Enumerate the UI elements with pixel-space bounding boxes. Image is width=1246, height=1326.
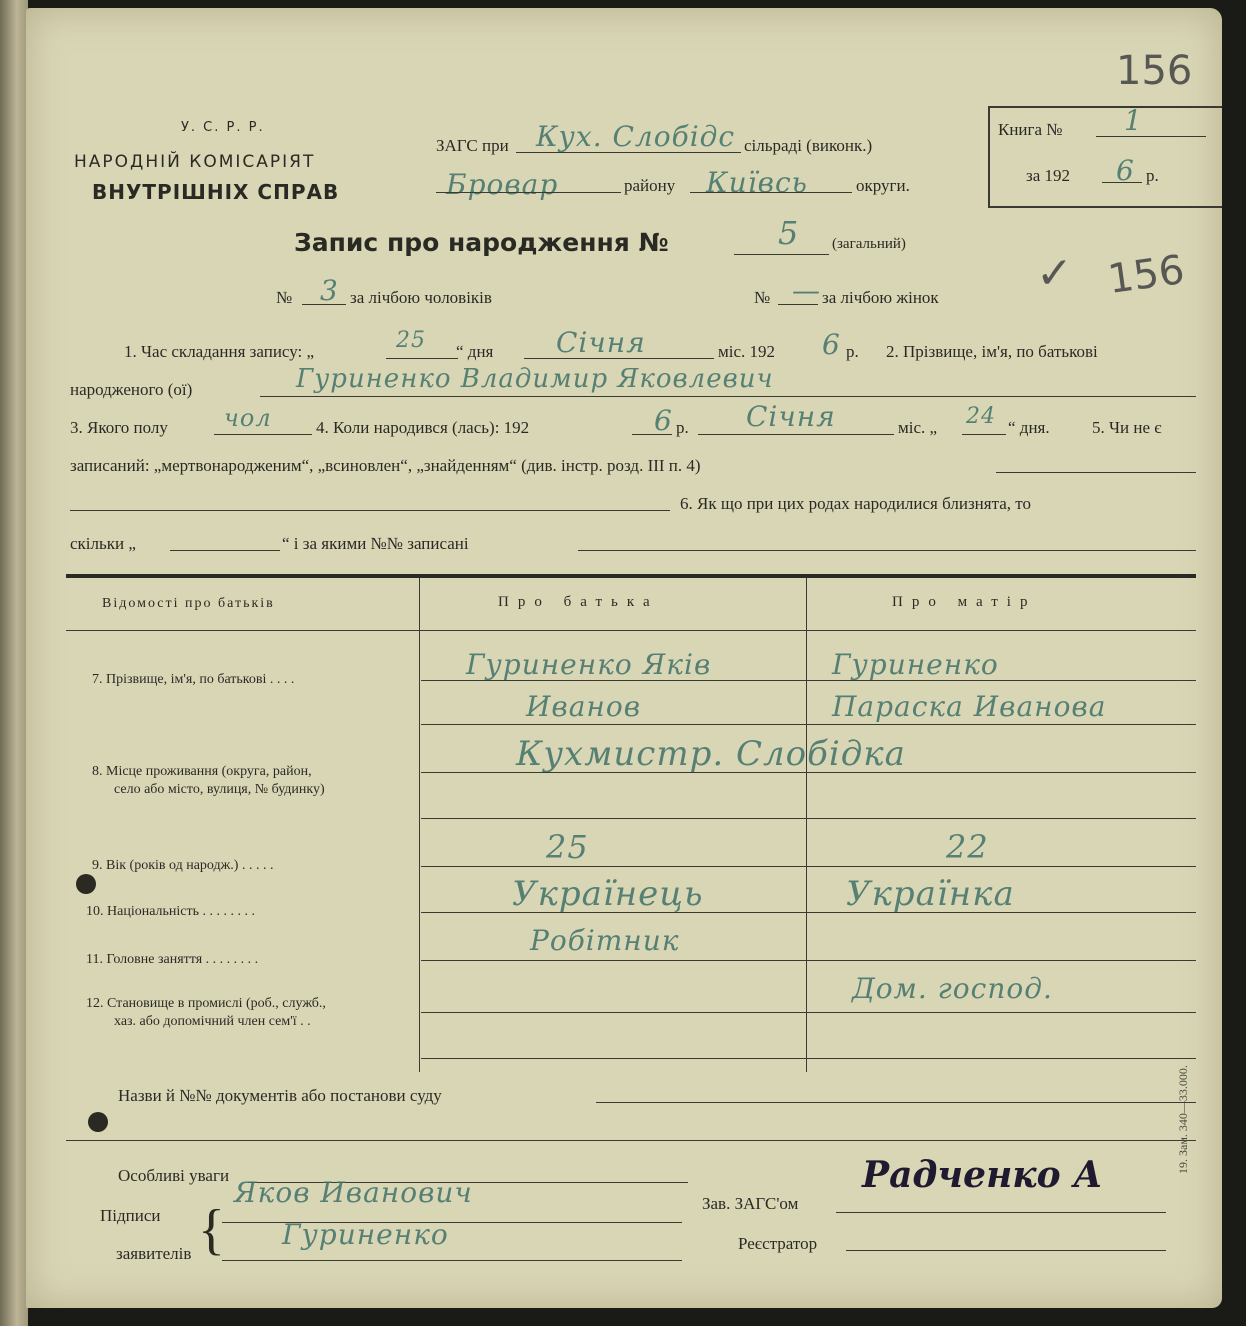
field4-year-label: р. — [676, 418, 689, 437]
field5-label-cont: записаний: „мертвонародженим“, „всиновлен“, „знайденням“ (див. інстр. розд. III п. 4) — [70, 456, 701, 475]
okrug-line — [690, 192, 852, 193]
applicant-signature-2: Гуриненко — [282, 1218, 449, 1251]
col-header-parents: Відомості про батьків — [102, 596, 275, 611]
women-count-handwritten: — — [792, 274, 821, 307]
general-label: (загальний) — [832, 236, 906, 252]
row12-line-2 — [421, 1058, 1196, 1059]
row8-line-1 — [421, 772, 1196, 773]
row9-label: 9. Вік (років од народж.) . . . . . — [92, 858, 274, 873]
field4-day-label: “ дня. — [1008, 418, 1050, 437]
binding-hole-2 — [88, 1112, 108, 1132]
field1-label: 1. Час складання запису: „ — [124, 342, 315, 361]
pencil-check: ✓ — [1036, 248, 1073, 299]
head-signature: Радченко А — [862, 1154, 1103, 1196]
row8-label-cont: село або місто, вулиця, № будинку) — [114, 782, 325, 797]
mother-age-handwritten: 22 — [946, 828, 989, 866]
men-prefix: № — [276, 288, 293, 307]
book-year-line — [1102, 182, 1142, 183]
mother-given-handwritten: Параска Иванова — [832, 690, 1107, 723]
field4-label: 4. Коли народився (лась): 192 — [316, 418, 530, 437]
raion-handwritten: Бровар — [446, 168, 559, 201]
row12-label-cont: хаз. або допомічний член сем'ї . . — [114, 1014, 311, 1029]
mother-status-handwritten: Дом. господ. — [852, 972, 1053, 1005]
sex-handwritten: чол — [224, 404, 272, 432]
book-year-prefix: за 192 — [1026, 166, 1071, 185]
raion-line — [436, 192, 621, 193]
birth-month-handwritten: Січня — [746, 400, 836, 433]
book-line — [1096, 136, 1206, 137]
documents-line — [596, 1102, 1196, 1103]
father-name-handwritten: Гуриненко Яків — [466, 648, 712, 681]
field6-label-cont: скільки „ — [70, 534, 136, 553]
applicant-signature-1: Яков Иванович — [234, 1176, 473, 1209]
head-line — [836, 1212, 1166, 1213]
field1-month-line — [524, 358, 714, 359]
field1-day-label: “ дня — [456, 342, 494, 361]
field2-label-cont: народженого (ої) — [70, 380, 193, 399]
birth-year-handwritten: 6 — [654, 404, 673, 437]
men-label: за лічбою чоловіків — [350, 288, 492, 307]
row12-label: 12. Становище в промислі (роб., служб., — [86, 996, 326, 1011]
field1-month-label: міс. 192 — [718, 342, 776, 361]
field2-line — [260, 396, 1196, 397]
field1-year-handwritten: 6 — [822, 328, 841, 361]
women-line — [778, 304, 818, 305]
ministry-label: ВНУТРІШНІХ СПРАВ — [92, 180, 340, 204]
men-line — [302, 304, 346, 305]
okrug-handwritten: Київсь — [706, 166, 808, 199]
field1-day-handwritten: 25 — [396, 328, 426, 353]
zags-village-handwritten: Кух. Слобідс — [536, 120, 736, 153]
field6-line — [578, 550, 1196, 551]
table-header-rule — [66, 630, 1196, 631]
field5-label: 5. Чи не є — [1092, 418, 1162, 437]
mother-name-handwritten: Гуриненко — [832, 648, 999, 681]
documents-label: Назви й №№ документів або постанови суду — [118, 1086, 442, 1105]
field4-day-line — [962, 434, 1006, 435]
record-number-line — [734, 254, 829, 255]
field4-month-line — [698, 434, 894, 435]
row8-label: 8. Місце проживання (округа, район, — [92, 764, 312, 779]
residence-handwritten: Кухмистр. Слобідка — [516, 734, 906, 774]
printing-code: 19. Зам. 340—33.000. — [1176, 1065, 1190, 1174]
men-count-handwritten: 3 — [320, 274, 339, 307]
row7-label: 7. Прізвище, ім'я, по батькові . . . . — [92, 672, 295, 687]
applicants-label: заявителів — [116, 1244, 192, 1263]
field3-label: 3. Якого полу — [70, 418, 168, 437]
col-header-father: Про батька — [498, 594, 659, 610]
row11-line — [421, 960, 1196, 961]
okrug-label: округи. — [856, 176, 910, 195]
row12-line-1 — [421, 1012, 1196, 1013]
binding-hole-1 — [76, 874, 96, 894]
field6-label: 6. Як що при цих родах народилися близнята, то — [680, 494, 1031, 513]
notes-label: Особливі уваги — [118, 1166, 230, 1185]
row9-line — [421, 866, 1196, 867]
book-year-suffix: р. — [1146, 166, 1159, 185]
field1-day-line — [386, 358, 458, 359]
book-number-handwritten: 1 — [1124, 104, 1143, 137]
signatures-label: Підписи — [100, 1206, 161, 1225]
field2-label: 2. Прізвище, ім'я, по батькові — [886, 342, 1098, 361]
documents-line-2 — [66, 1140, 1196, 1141]
applicants-bracket: { — [198, 1199, 225, 1261]
field1-year-label: р. — [846, 342, 859, 361]
father-patronymic-handwritten: Иванов — [526, 690, 642, 723]
field4-year-line — [632, 434, 672, 435]
table-divider-1 — [419, 578, 420, 1072]
row10-label: 10. Національність . . . . . . . . — [86, 904, 256, 919]
commissariat-label: НАРОДНІЙ КОМІСАРІЯТ — [74, 152, 316, 172]
father-occupation-handwritten: Робітник — [530, 924, 680, 957]
row8-line-2 — [421, 818, 1196, 819]
book-binding — [0, 0, 28, 1326]
field3-line — [214, 434, 312, 435]
mother-nationality-handwritten: Українка — [846, 874, 1015, 914]
raion-label: району — [624, 176, 676, 195]
row10-line — [421, 912, 1196, 913]
applicant-line-1 — [222, 1222, 682, 1223]
pencil-page-number: 156 — [1105, 246, 1188, 304]
field4-month-label: міс. „ — [898, 418, 938, 437]
applicant-line-2 — [222, 1260, 682, 1261]
row11-label: 11. Головне заняття . . . . . . . . — [86, 952, 259, 967]
page-number: 156 — [1116, 48, 1193, 94]
child-name-handwritten: Гуриненко Владимир Яковлевич — [296, 364, 774, 394]
book-label: Книга № — [998, 120, 1063, 139]
women-label: за лічбою жінок — [822, 288, 939, 307]
women-prefix: № — [754, 288, 771, 307]
field5-line-2 — [70, 510, 670, 511]
father-nationality-handwritten: Українець — [512, 874, 704, 914]
table-divider-2 — [806, 578, 807, 1072]
birth-record-page — [26, 8, 1222, 1308]
row7-line-2 — [421, 724, 1196, 725]
field5-line — [996, 472, 1196, 473]
head-label: Зав. ЗАГС'ом — [702, 1194, 799, 1213]
registrar-label: Реєстратор — [738, 1234, 818, 1253]
book-year-handwritten: 6 — [1116, 154, 1135, 187]
row7-line-1 — [421, 680, 1196, 681]
father-age-handwritten: 25 — [546, 828, 589, 866]
field6-label-end: “ і за якими №№ записані — [282, 534, 469, 553]
field6-count-line — [170, 550, 280, 551]
record-title: Запис про народження № — [294, 228, 669, 257]
selradi-label: сільраді (виконк.) — [744, 136, 873, 155]
zags-line — [516, 152, 741, 153]
ussr-label: У. С. Р. Р. — [181, 120, 265, 135]
field1-month-handwritten: Січня — [556, 326, 646, 359]
col-header-mother: Про матір — [892, 594, 1037, 610]
registrar-line — [846, 1250, 1166, 1251]
birth-day-handwritten: 24 — [966, 404, 996, 429]
table-top-rule — [66, 574, 1196, 578]
record-number-handwritten: 5 — [778, 214, 800, 252]
zags-prefix: ЗАГС при — [436, 136, 509, 155]
